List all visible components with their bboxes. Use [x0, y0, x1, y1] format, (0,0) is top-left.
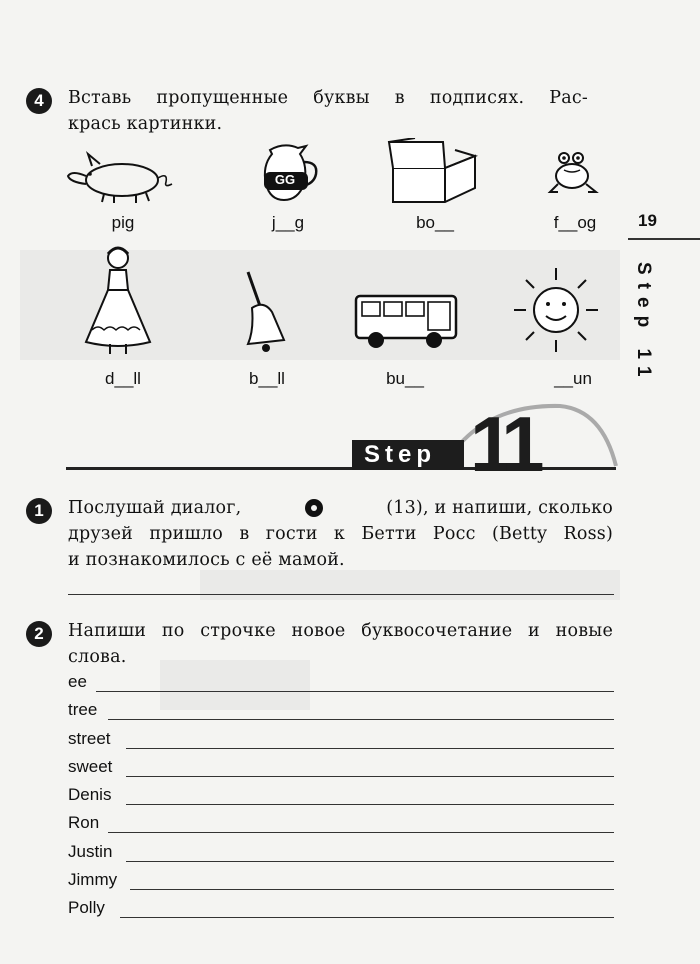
page-number: 19	[638, 211, 657, 230]
writing-line-street[interactable]	[126, 748, 614, 749]
label-box: bo__	[416, 213, 454, 232]
exercise-4-badge: 4	[26, 88, 52, 114]
exercise-1-answer-line[interactable]	[68, 594, 614, 595]
step-banner-number: 11	[470, 400, 537, 488]
pig-icon	[62, 148, 180, 206]
exercise-2-badge: 2	[26, 621, 52, 647]
cd-icon	[305, 499, 323, 517]
sun-icon	[506, 262, 606, 358]
label-bus: bu__	[386, 369, 424, 388]
word-ron: Ron	[68, 813, 100, 832]
label-doll: d__ll	[105, 369, 141, 388]
label-bell: b__ll	[249, 369, 285, 388]
word-justin: Justin	[68, 842, 113, 861]
exercise-4-instruction	[68, 85, 588, 137]
exercise-2-instruction-line1: Напиши по строчке новое буквосочетание и новые	[68, 621, 613, 641]
word-denis: Denis	[68, 785, 112, 804]
doll-icon	[82, 244, 154, 356]
jug-label-text: GG	[274, 172, 296, 187]
side-rule	[628, 238, 700, 240]
label-jug: j__g	[271, 213, 305, 232]
exercise-1-line3: и познакомилось с её мамой.	[68, 550, 345, 570]
label-sun: __un	[554, 369, 592, 388]
writing-line-denis[interactable]	[126, 804, 614, 805]
word-jimmy: Jimmy	[68, 870, 118, 889]
word-sweet: sweet	[68, 757, 113, 776]
label-pig: pig	[111, 213, 135, 232]
label-frog: f__og	[553, 213, 597, 232]
writing-line-justin[interactable]	[126, 861, 614, 862]
writing-line-polly[interactable]	[120, 917, 614, 918]
step-banner-label: Step	[364, 441, 437, 468]
frog-icon	[544, 148, 602, 196]
exercise-1-badge: 1	[26, 498, 52, 524]
writing-line-ee[interactable]	[96, 691, 614, 692]
word-ee: ee	[68, 672, 87, 691]
writing-line-tree[interactable]	[108, 719, 614, 720]
bell-icon	[238, 270, 288, 354]
word-tree: tree	[68, 700, 98, 719]
bus-icon	[352, 290, 460, 352]
exercise-1-line2: друзей пришло в гости к Бетти Росс (Betty Ross)	[68, 524, 613, 544]
exercise-1-line1-after: (13), и напиши, сколько	[386, 498, 613, 518]
box-icon	[385, 138, 485, 208]
exercise-4-instruction-line1: Вставь пропущенные буквы в подписях. Рас-	[68, 88, 588, 108]
writing-line-jimmy[interactable]	[130, 889, 614, 890]
word-street: street	[68, 729, 111, 748]
word-polly: Polly	[68, 898, 105, 917]
exercise-2-instruction	[68, 618, 613, 670]
exercise-4-instruction-line2: крась картинки.	[68, 114, 223, 134]
exercise-1-instruction	[68, 495, 613, 573]
side-step-label: Step 11	[633, 262, 654, 385]
exercise-1-line1	[68, 495, 613, 521]
writing-line-sweet[interactable]	[126, 776, 614, 777]
writing-line-ron[interactable]	[108, 832, 614, 833]
exercise-1-line1-before: Послушай диалог,	[68, 498, 242, 518]
exercise-2-instruction-line2: слова.	[68, 647, 127, 667]
